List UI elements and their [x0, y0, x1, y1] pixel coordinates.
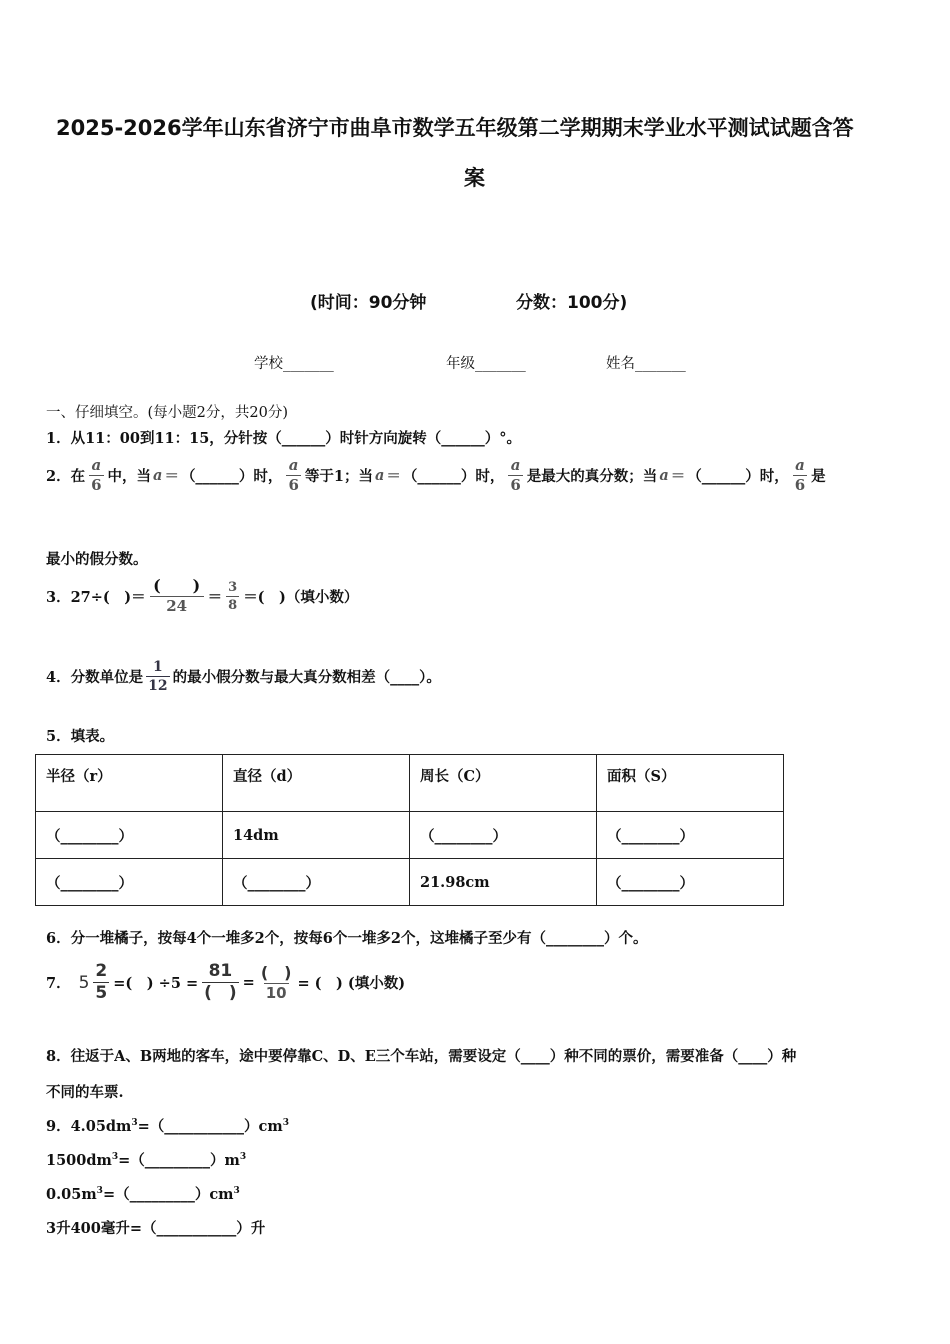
question-1: 1．从11：00到11：15，分针按（______）时针方向旋转（______）°。 — [46, 430, 522, 447]
table-header-area: 面积（S） — [597, 755, 784, 812]
q3-fraction-1: $\frac{( )}{24}$ — [150, 578, 204, 614]
question-8: 8．往返于A、B两地的客车，途中要停靠C、D、E三个车站，需要设定（____）种不同的票价，需要准备（____）种 — [46, 1048, 797, 1065]
question-3 — [46, 578, 358, 614]
q2-var-1: a — [153, 467, 163, 484]
q2-fraction-3: $\frac{a}{6}$ — [510, 456, 521, 494]
grade-field[interactable]: 年级_______ — [446, 356, 526, 372]
q2-var-3: a — [659, 467, 669, 484]
q7-text-1: =( ) ÷5 = — [113, 975, 199, 992]
exam-time: (时间：90分钟 — [310, 293, 427, 313]
q2-eq-2: ＝ — [386, 468, 401, 485]
question-6: 6．分一堆橘子，按每4个一堆多2个，按每6个一堆多2个，这堆橘子至少有（________）个。 — [46, 930, 648, 947]
circle-table — [35, 754, 784, 906]
question-2 — [46, 458, 826, 493]
q2-eq-3: ＝ — [670, 468, 686, 485]
question-9-line4: 3升400毫升=（___________）升 — [46, 1220, 266, 1237]
q3-end: ＝( )（填小数） — [243, 588, 359, 606]
q2-text-7: 是 — [811, 468, 826, 485]
q2-fraction-1: $\frac{a}{6}$ — [91, 456, 102, 494]
page-title: 2025-2026学年山东省济宁市曲阜市数学五年级第二学期期末学业水平测试试题含答 — [56, 116, 854, 140]
table-cell[interactable]: （________） — [36, 812, 223, 859]
q7-num: 7． — [46, 975, 71, 992]
q2-eq-1: ＝ — [164, 468, 179, 485]
q7-fraction-2: $\frac{81}{( )}$ — [204, 961, 237, 1003]
exam-score: 分数：100分) — [516, 293, 628, 313]
q7-text-3: = ( ) (填小数) — [297, 975, 406, 992]
q4-end: 的最小假分数与最大真分数相差（____）。 — [172, 669, 441, 686]
name-field[interactable]: 姓名_______ — [606, 356, 686, 372]
q7-whole: 5 — [78, 972, 90, 993]
q2-text-3: 等于1；当 — [304, 468, 373, 485]
q2-text-1: 中，当 — [107, 468, 152, 485]
q2-text-4: （______）时， — [402, 468, 505, 485]
q3-start: 3．27÷( )＝ — [46, 588, 146, 606]
q7-fraction-3: $\frac{( )}{10}$ — [260, 962, 292, 1002]
q2-num: 2．在 — [46, 468, 86, 485]
table-cell[interactable]: （________） — [597, 812, 784, 859]
q2-text-2: （______）时， — [180, 468, 283, 485]
question-9-line1: 9．$4.05dm^3=(\_\_\_\_\_\_\_\_\_\_\_)cm^3$ — [46, 1118, 289, 1135]
table-header-circumference: 周长（C） — [410, 755, 597, 812]
question-9-line3: $0.05m^3=(\_\_\_\_\_\_\_\_\_)cm^3$ — [46, 1186, 240, 1203]
q2-var-2: a — [374, 467, 385, 484]
table-cell[interactable]: （________） — [223, 859, 410, 906]
q7-text-2: = — [242, 974, 255, 991]
question-5: 5．填表。 — [46, 728, 115, 745]
school-field[interactable]: 学校_______ — [254, 356, 334, 372]
question-8-line2: 不同的车票. — [46, 1084, 124, 1101]
table-cell[interactable]: （________） — [597, 859, 784, 906]
q2-text-5: 是最大的真分数；当 — [526, 468, 658, 485]
table-cell[interactable]: （________） — [410, 812, 597, 859]
table-header-radius: 半径（r） — [36, 755, 223, 812]
question-4 — [46, 660, 441, 693]
q3-fraction-2: $\frac{3}{8}$ — [228, 579, 238, 613]
q2-fraction-2: $\frac{a}{6}$ — [288, 456, 299, 494]
question-2-line2: 最小的假分数。 — [46, 551, 148, 568]
table-cell: 14dm — [223, 812, 410, 859]
page-title-continued: 案 — [464, 166, 485, 190]
section-heading: 一、仔细填空。(每小题2分，共20分) — [46, 405, 288, 421]
q2-text-6: （______）时， — [687, 468, 789, 485]
table-header-diameter: 直径（d） — [223, 755, 410, 812]
q4-start: 4．分数单位是 — [46, 669, 144, 686]
question-7 — [46, 963, 405, 1002]
q3-eq: ＝ — [207, 588, 223, 606]
question-9-line2: $1500dm^3=(\_\_\_\_\_\_\_\_\_)m^3$ — [46, 1152, 247, 1169]
q4-fraction: $\frac{1}{12}$ — [148, 659, 168, 694]
table-cell: 21.98cm — [410, 859, 597, 906]
q2-fraction-4: $\frac{a}{6}$ — [794, 456, 806, 494]
q7-fraction-1: $\frac{2}{5}$ — [95, 961, 108, 1003]
table-cell[interactable]: （________） — [36, 859, 223, 906]
